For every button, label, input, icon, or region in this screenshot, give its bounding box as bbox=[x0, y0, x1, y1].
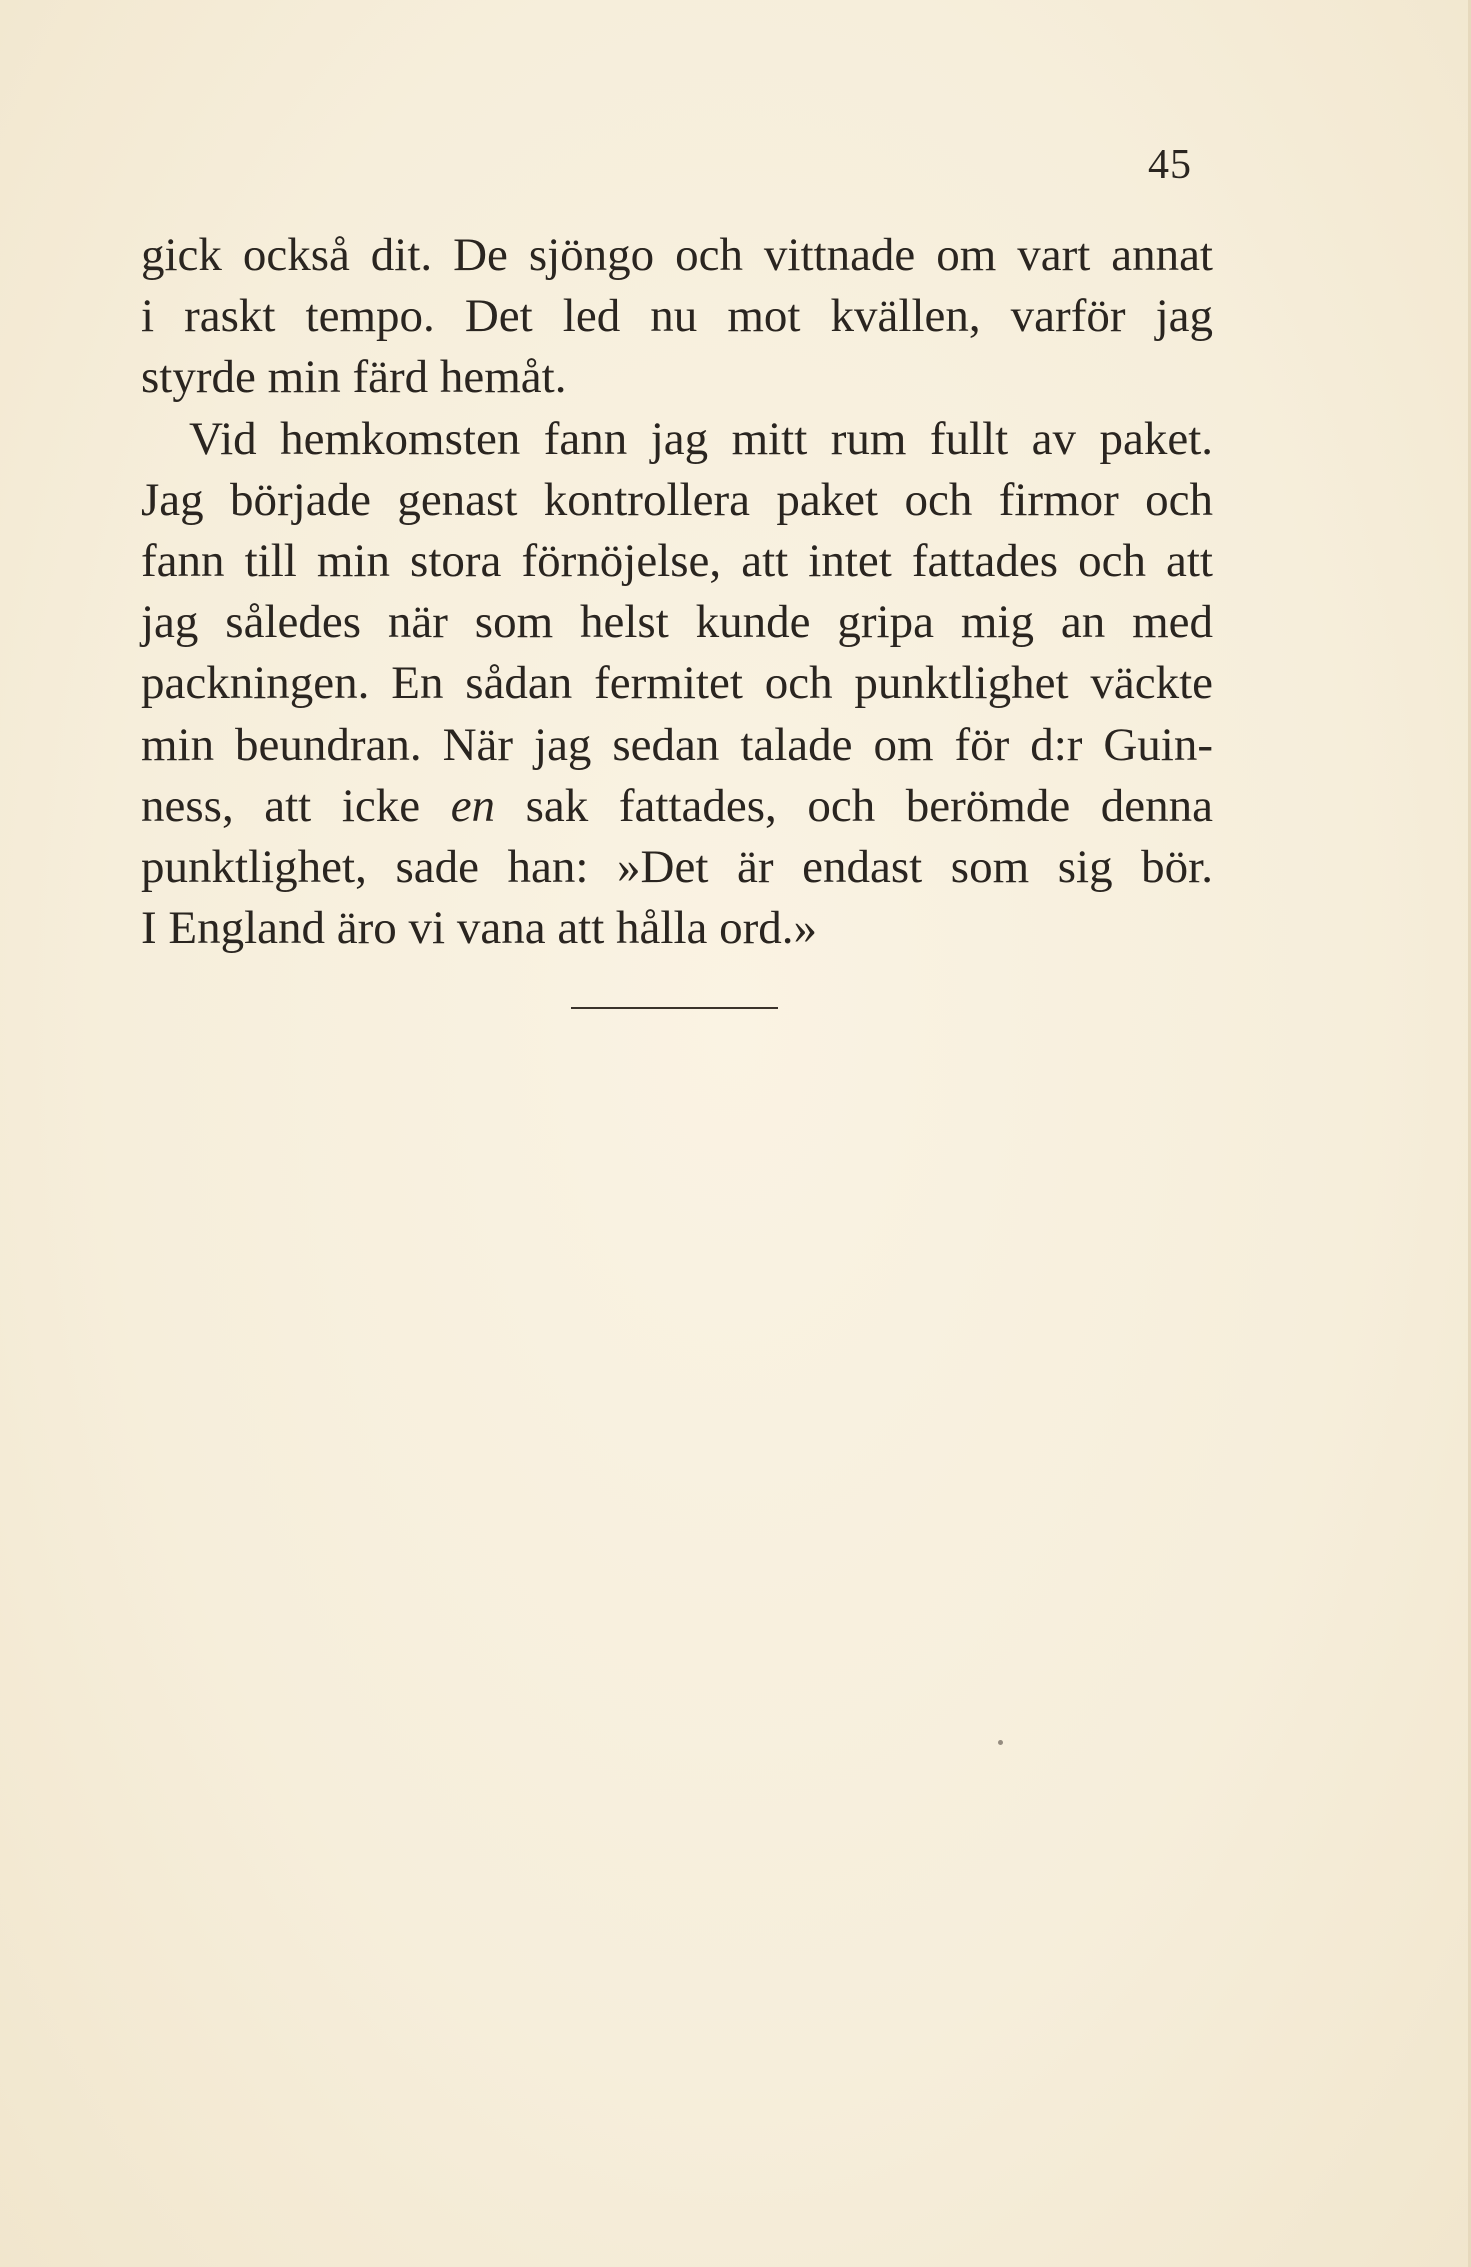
text-line: min beundran. När jag sedan talade om för d:r Guin- bbox=[141, 718, 1213, 771]
text-line: jag således när som helst kunde gripa mig an med bbox=[141, 596, 1213, 649]
text-line: i raskt tempo. Det led nu mot kvällen, varför jag bbox=[141, 290, 1213, 343]
text-line bbox=[141, 776, 1213, 837]
text-line: fann till min stora förnöjelse, att intet fattades och att bbox=[141, 535, 1213, 588]
text-line: packningen. En sådan fermitet och punktlighet väckte bbox=[141, 657, 1213, 710]
emphasized-word: en bbox=[450, 779, 496, 832]
text-segment: sak fattades, och berömde denna bbox=[495, 779, 1213, 832]
text-line: punktlighet, sade han: »Det är endast som sig bör. bbox=[141, 841, 1213, 894]
section-divider bbox=[571, 1007, 778, 1009]
paper-speck bbox=[998, 1740, 1003, 1745]
text-line: gick också dit. De sjöngo och vittnade om vart annat bbox=[141, 229, 1213, 281]
text-line: Vid hemkomsten fann jag mitt rum fullt av paket. bbox=[189, 412, 1213, 465]
page-number: 45 bbox=[1148, 142, 1192, 188]
text-line: Jag började genast kontrollera paket och firmor och bbox=[141, 473, 1213, 526]
body-text bbox=[141, 225, 1213, 959]
text-line: styrde min färd hemåt. bbox=[141, 351, 567, 404]
text-segment: ness, att icke bbox=[141, 779, 451, 832]
text-line: I England äro vi vana att hålla ord.» bbox=[141, 902, 818, 955]
